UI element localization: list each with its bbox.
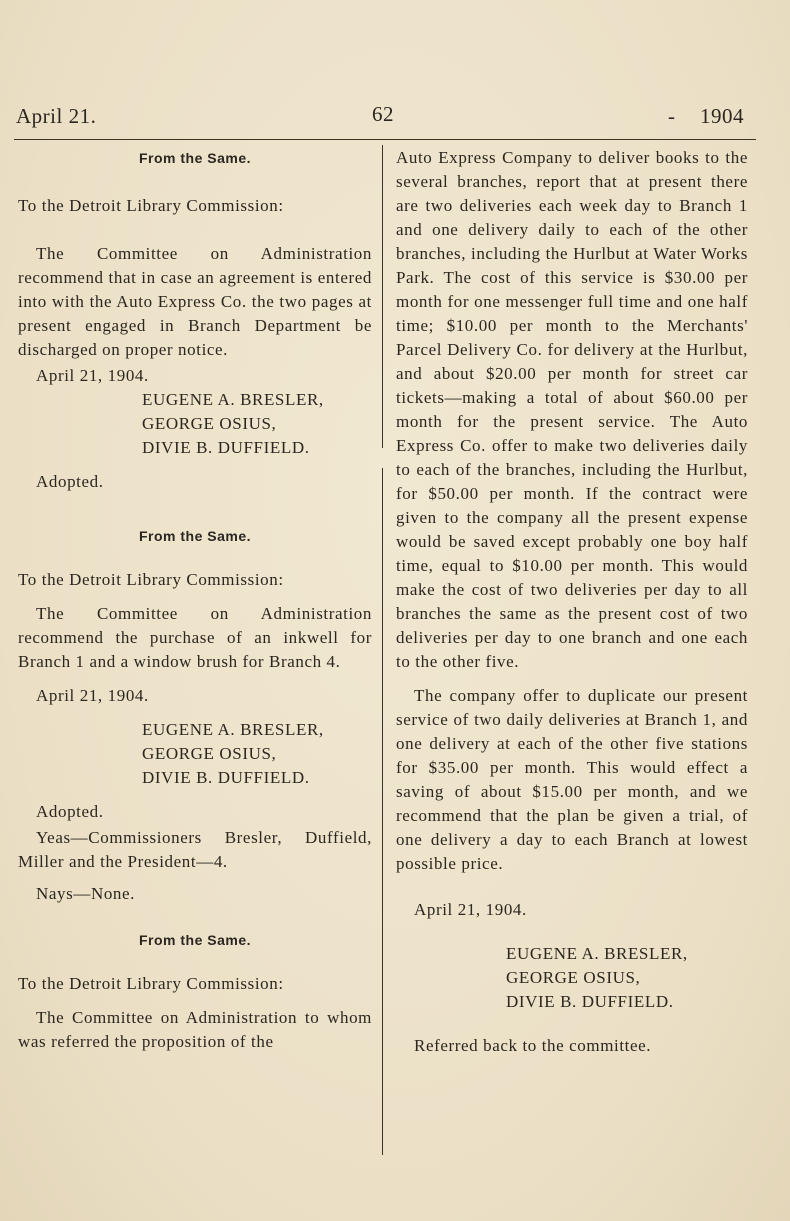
section-date: April 21, 1904. bbox=[414, 900, 527, 919]
section-3 bbox=[18, 928, 372, 1054]
vote-yeas: Yeas—Commissioners Bresler, Duffield, Miller and the President—4. bbox=[18, 828, 372, 871]
header-year: 1904 bbox=[700, 104, 744, 128]
header-rule bbox=[14, 139, 756, 140]
section-date: April 21, 1904. bbox=[36, 366, 149, 385]
signatory: EUGENE A. BRESLER, bbox=[142, 720, 324, 739]
section-body: The Committee on Administration recommend the purchase of an inkwell for Branch 1 and a window brush for Branch 4. bbox=[18, 604, 372, 671]
page-number: 62 bbox=[372, 102, 394, 126]
section-action: Adopted. bbox=[36, 802, 104, 821]
section-heading: From the Same. bbox=[138, 932, 252, 948]
header-date: April 21. bbox=[16, 104, 97, 128]
salutation: To the Detroit Library Commission: bbox=[18, 974, 284, 993]
section-action: Referred back to the committee. bbox=[414, 1036, 652, 1055]
left-column bbox=[18, 146, 372, 1054]
salutation: To the Detroit Library Commission: bbox=[18, 570, 284, 589]
section-body: The Committee on Administration recommend that in case an agreement is entered into with the Auto Express Co. the two pages at present engaged in Branch Department be discharged on proper notice. bbox=[18, 244, 372, 359]
signatory: EUGENE A. BRESLER, bbox=[142, 390, 324, 409]
signatory: DIVIE B. DUFFIELD. bbox=[506, 992, 674, 1011]
section-action: Adopted. bbox=[36, 472, 104, 491]
report-paragraph: The company offer to duplicate our present service of two daily deliveries at Branch 1, and one delivery at each of the other five stations for $35.00 per month. This would effect a saving of about $15.00 per month, and we recommend that the plan be given a trial, of one delivery a day to each Branch at lowest possible price. bbox=[396, 686, 748, 873]
section-heading: From the Same. bbox=[138, 150, 252, 166]
signatory: GEORGE OSIUS, bbox=[142, 744, 277, 763]
section-date: April 21, 1904. bbox=[36, 686, 149, 705]
section-1 bbox=[18, 146, 372, 494]
header-dash: - bbox=[668, 104, 676, 128]
signatory: DIVIE B. DUFFIELD. bbox=[142, 768, 310, 787]
vote-nays: Nays—None. bbox=[36, 884, 136, 903]
page-header bbox=[16, 104, 744, 132]
right-column bbox=[396, 146, 748, 1058]
signatures bbox=[396, 942, 748, 1014]
column-divider bbox=[382, 145, 383, 1155]
signatures bbox=[18, 718, 372, 790]
salutation: To the Detroit Library Commission: bbox=[18, 196, 284, 215]
signatory: DIVIE B. DUFFIELD. bbox=[142, 438, 310, 457]
section-heading: From the Same. bbox=[138, 528, 252, 544]
signatures bbox=[18, 388, 372, 460]
section-body: The Committee on Administration to whom was referred the proposition of the bbox=[18, 1008, 372, 1051]
signatory: GEORGE OSIUS, bbox=[506, 968, 641, 987]
section-2 bbox=[18, 524, 372, 906]
report-paragraph: Auto Express Company to deliver books to the several branches, report that at present there are two deliveries each week day to Branch 1 and one delivery daily to each of the other branches, including the Hurlbut at Water Works Park. The cost of this service is $30.00 per month for one messenger full time and one half time; $10.00 per month to the Merchants' Parcel Delivery Co. for delivery at the Hurlbut, and about $20.00 per month for street car tickets—making a total of about $60.00 per month for the present service. The Auto Express Co. offer to make two deliveries daily to each of the branches, including the Hurlbut, for $50.00 per month. If the contract were given to the company all the present expense would be saved except probably one boy half time, equal to $10.00 per month. This would make the cost of two deliveries per day to all branches the same as the present cost of two deliveries per day to one branch and one each to the other five. bbox=[396, 148, 748, 671]
signatory: EUGENE A. BRESLER, bbox=[506, 944, 688, 963]
signatory: GEORGE OSIUS, bbox=[142, 414, 277, 433]
